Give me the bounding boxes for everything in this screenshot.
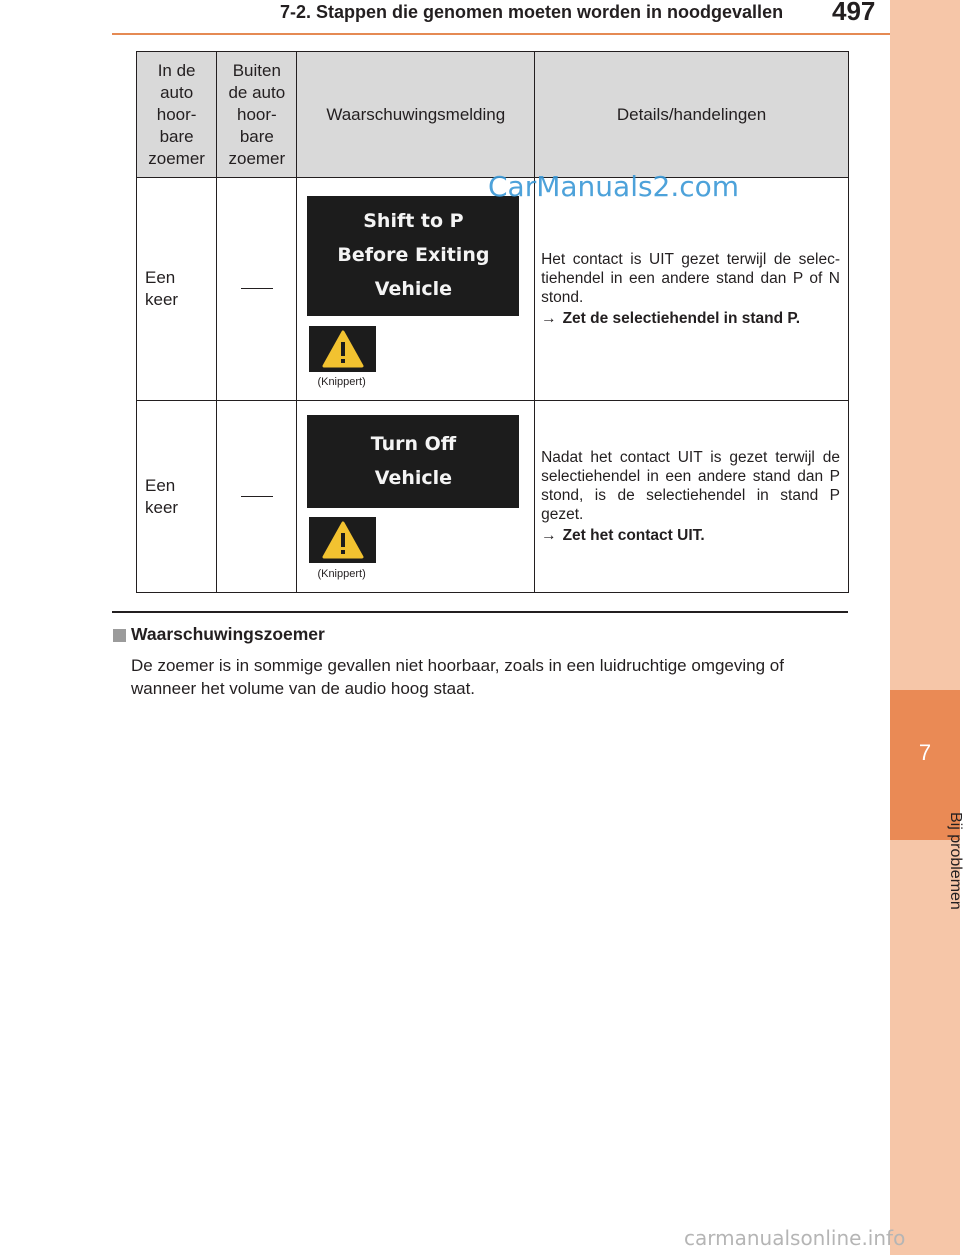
chapter-name: Bij problemen [947,812,964,910]
action-text: Zet het contact UIT. [562,527,705,544]
section-header-title: 7-2. Stappen die genomen moeten worden in noodgevallen [280,2,784,22]
warning-message-cell [297,401,535,593]
watermark-top: CarManuals2.com [488,170,740,203]
warning-message-table [136,51,849,593]
section-divider [112,611,848,613]
header-inside-buzzer: In de auto hoor- bare zoemer [137,52,217,178]
chapter-number: 7 [918,740,932,765]
inside-buzzer-count: Een keer [137,178,217,401]
details-cell [535,178,849,401]
chapter-side-strip [890,0,960,1255]
inside-buzzer-count: Een keer [137,401,217,593]
master-warning-indicator [309,517,376,563]
table-row [137,401,849,593]
watermark-bottom: carmanualsonline.info [684,1226,906,1250]
master-warning-indicator [309,326,376,372]
dash-mark [241,496,273,497]
blink-label: (Knippert) [317,376,366,388]
details-text: Het contact is UIT gezet terwijl de selec-tiehendel in een andere stand dan P of N stond. [541,251,840,306]
details-text: Nadat het contact UIT is gezet terwijl de selectiehendel in een andere stand dan P stond, is de selectiehendel in stand P gezet. [541,449,840,523]
section-title: Waarschuwingszoemer [131,624,325,644]
header-rule [112,33,890,35]
action-text: Zet de selectiehendel in stand P. [562,310,801,327]
arrow-icon: → [541,310,557,327]
multi-display-screen: Turn Off Vehicle [307,415,519,508]
page-number: 497 [832,0,876,26]
square-bullet-icon [113,629,126,642]
section-body: De zoemer is in sommige gevallen niet hoorbaar, zoals in een luidruchtige omgeving of wanneer het volume van de audio hoog staat. [131,656,784,698]
action-line [541,526,840,545]
outside-buzzer-none [217,178,297,401]
table-row [137,178,849,401]
warning-triangle-icon [322,521,364,559]
header-warning-message: Waarschuwingsmelding [297,52,535,178]
arrow-icon: → [541,527,557,544]
warning-triangle-icon [322,330,364,368]
warning-message-cell [297,178,535,401]
header-details: Details/handelingen [535,52,849,178]
table-header-row [137,52,849,178]
details-cell [535,401,849,593]
dash-mark [241,288,273,289]
multi-display-screen: Shift to P Before Exiting Vehicle [307,196,519,316]
outside-buzzer-none [217,401,297,593]
header-outside-buzzer: Buiten de auto hoor- bare zoemer [217,52,297,178]
action-line [541,309,840,328]
blink-label: (Knippert) [317,568,366,580]
